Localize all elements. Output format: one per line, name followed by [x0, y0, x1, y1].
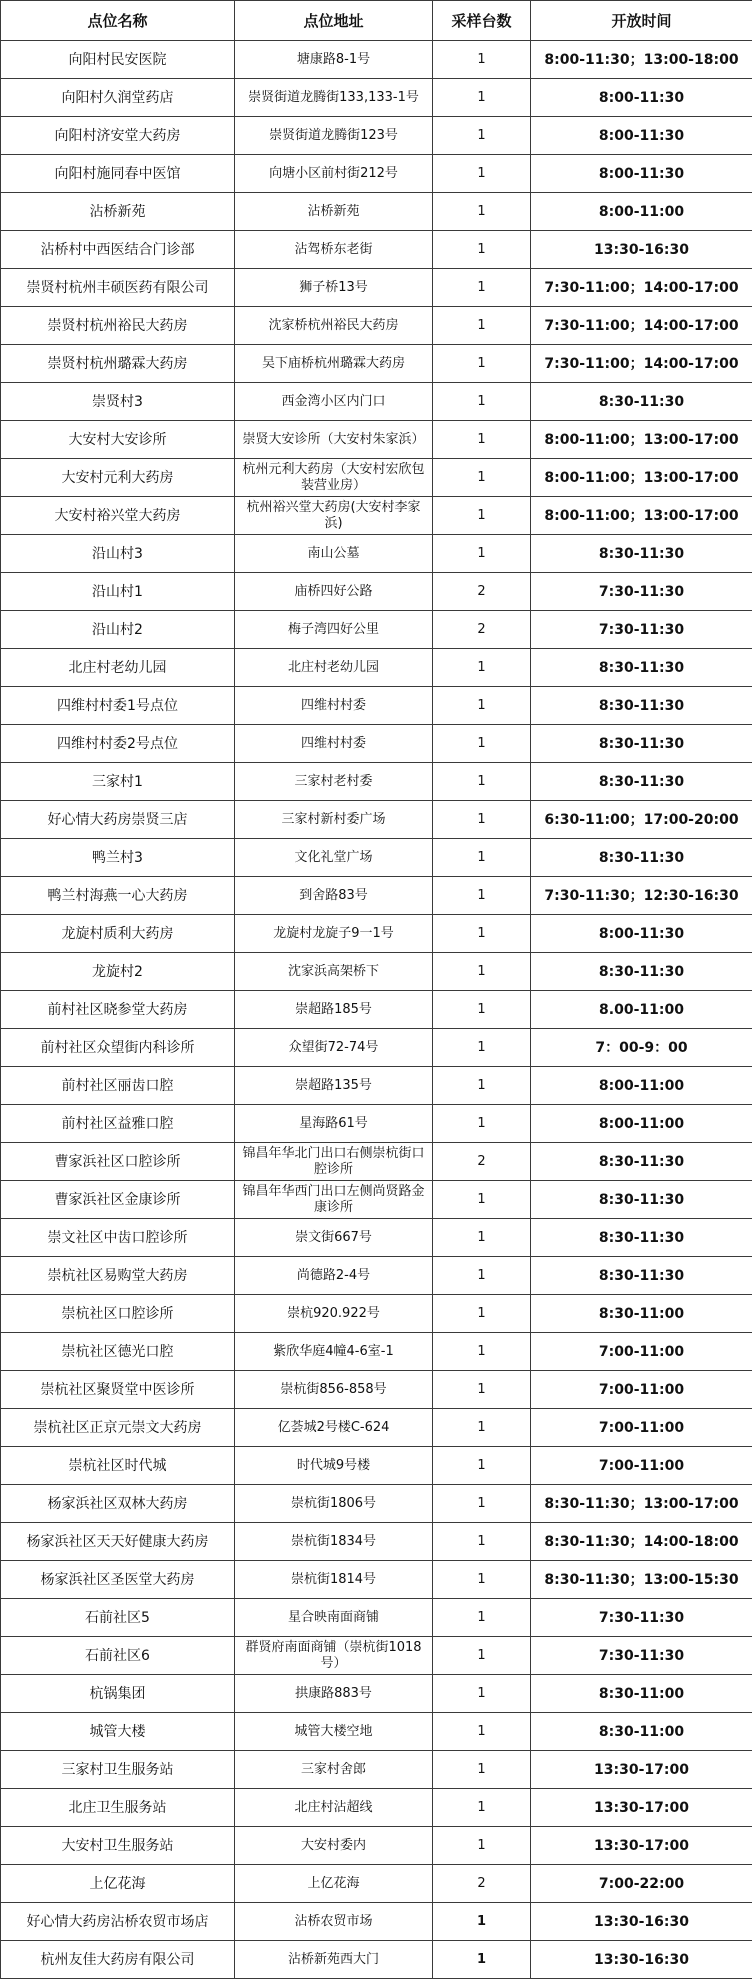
open-hours-cell: 8:30-11:30: [531, 649, 752, 687]
table-row: [1, 1143, 752, 1181]
open-hours-cell: 7:30-11:00；14:00-17:00: [531, 307, 752, 345]
site-address-cell: 三家村新村委广场: [235, 801, 433, 839]
site-name-cell: 崇杭社区口腔诊所: [1, 1295, 235, 1333]
table-row: [1, 801, 752, 839]
sampler-count-cell: 1: [433, 1751, 531, 1789]
table-row: [1, 1599, 752, 1637]
sampler-count-cell: 1: [433, 1029, 531, 1067]
sampler-count-cell: 1: [433, 1903, 531, 1941]
sampler-count-cell: 1: [433, 1675, 531, 1713]
site-name-cell: 好心情大药房沾桥农贸市场店: [1, 1903, 235, 1941]
sampler-count-cell: 1: [433, 725, 531, 763]
table-row: [1, 1561, 752, 1599]
sampler-count-cell: 1: [433, 801, 531, 839]
open-hours-cell: 8:00-11:00: [531, 193, 752, 231]
open-hours-cell: 7：00-9：00: [531, 1029, 752, 1067]
header-site-name: 点位名称: [1, 1, 235, 41]
sampler-count-cell: 1: [433, 1257, 531, 1295]
open-hours-cell: 7:30-11:00；14:00-17:00: [531, 269, 752, 307]
table-row: [1, 1789, 752, 1827]
site-name-cell: 向阳村济安堂大药房: [1, 117, 235, 155]
site-name-cell: 崇杭社区时代城: [1, 1447, 235, 1485]
open-hours-cell: 7:00-11:00: [531, 1447, 752, 1485]
open-hours-cell: 13:30-17:00: [531, 1789, 752, 1827]
open-hours-cell: 7:30-11:30；12:30-16:30: [531, 877, 752, 915]
site-address-cell: 狮子桥13号: [235, 269, 433, 307]
table-row: [1, 1029, 752, 1067]
table-row: [1, 459, 752, 497]
site-address-cell: 崇杭街856-858号: [235, 1371, 433, 1409]
sampler-count-cell: 1: [433, 497, 531, 535]
site-name-cell: 鸭兰村3: [1, 839, 235, 877]
site-address-cell: 沾桥农贸市场: [235, 1903, 433, 1941]
site-name-cell: 崇杭社区聚贤堂中医诊所: [1, 1371, 235, 1409]
open-hours-cell: 8:30-11:00: [531, 1713, 752, 1751]
site-name-cell: 前村社区众望街内科诊所: [1, 1029, 235, 1067]
site-name-cell: 崇贤村杭州裕民大药房: [1, 307, 235, 345]
sampler-count-cell: 1: [433, 877, 531, 915]
site-name-cell: 崇贤村3: [1, 383, 235, 421]
table-row: [1, 1219, 752, 1257]
table-row: [1, 1713, 752, 1751]
open-hours-cell: 6:30-11:00；17:00-20:00: [531, 801, 752, 839]
header-site-address: 点位地址: [235, 1, 433, 41]
open-hours-cell: 8:00-11:00: [531, 1067, 752, 1105]
table-row: [1, 1181, 752, 1219]
table-row: [1, 307, 752, 345]
table-row: [1, 535, 752, 573]
table-row: [1, 421, 752, 459]
site-address-cell: 北庄村老幼儿园: [235, 649, 433, 687]
site-address-cell: 时代城9号楼: [235, 1447, 433, 1485]
site-name-cell: 四维村村委1号点位: [1, 687, 235, 725]
table-row: [1, 1751, 752, 1789]
open-hours-cell: 13:30-17:00: [531, 1751, 752, 1789]
sampler-count-cell: 1: [433, 1941, 531, 1979]
sampler-count-cell: 1: [433, 421, 531, 459]
open-hours-cell: 8:30-11:30: [531, 1219, 752, 1257]
header-row: [1, 1, 752, 41]
site-name-cell: 北庄村老幼儿园: [1, 649, 235, 687]
site-address-cell: 崇杭街1814号: [235, 1561, 433, 1599]
site-name-cell: 北庄卫生服务站: [1, 1789, 235, 1827]
site-name-cell: 崇杭社区德光口腔: [1, 1333, 235, 1371]
site-name-cell: 向阳村久润堂药店: [1, 79, 235, 117]
table-row: [1, 1675, 752, 1713]
sampler-count-cell: 1: [433, 269, 531, 307]
site-address-cell: 尚德路2-4号: [235, 1257, 433, 1295]
sampler-count-cell: 1: [433, 1105, 531, 1143]
table-row: [1, 1257, 752, 1295]
site-address-cell: 塘康路8-1号: [235, 41, 433, 79]
sampler-count-cell: 2: [433, 573, 531, 611]
table-row: [1, 1067, 752, 1105]
site-name-cell: 前村社区丽齿口腔: [1, 1067, 235, 1105]
table-row: [1, 269, 752, 307]
open-hours-cell: 8:00-11:30: [531, 79, 752, 117]
site-address-cell: 崇文街667号: [235, 1219, 433, 1257]
site-name-cell: 石前社区6: [1, 1637, 235, 1675]
site-address-cell: 崇杭街1834号: [235, 1523, 433, 1561]
site-address-cell: 杭州裕兴堂大药房(大安村李家浜): [235, 497, 433, 535]
site-name-cell: 三家村卫生服务站: [1, 1751, 235, 1789]
site-name-cell: 大安村元利大药房: [1, 459, 235, 497]
open-hours-cell: 8:30-11:30；13:00-15:30: [531, 1561, 752, 1599]
sampler-count-cell: 1: [433, 383, 531, 421]
site-address-cell: 沾桥新苑西大门: [235, 1941, 433, 1979]
sampler-count-cell: 1: [433, 41, 531, 79]
table-row: [1, 611, 752, 649]
site-name-cell: 沾桥村中西医结合门诊部: [1, 231, 235, 269]
table-row: [1, 991, 752, 1029]
site-name-cell: 四维村村委2号点位: [1, 725, 235, 763]
site-name-cell: 沿山村2: [1, 611, 235, 649]
site-address-cell: 三家村老村委: [235, 763, 433, 801]
table-row: [1, 1827, 752, 1865]
sampler-count-cell: 1: [433, 1447, 531, 1485]
site-name-cell: 杭锅集团: [1, 1675, 235, 1713]
site-address-cell: 杭州元利大药房（大安村宏欣包装营业房）: [235, 459, 433, 497]
table-row: [1, 877, 752, 915]
header-sampler-count: 采样台数: [433, 1, 531, 41]
site-name-cell: 石前社区5: [1, 1599, 235, 1637]
site-address-cell: 庙桥四好公路: [235, 573, 433, 611]
site-name-cell: 沿山村1: [1, 573, 235, 611]
table-row: [1, 915, 752, 953]
open-hours-cell: 7:00-11:00: [531, 1409, 752, 1447]
site-name-cell: 大安村卫生服务站: [1, 1827, 235, 1865]
table-row: [1, 1295, 752, 1333]
open-hours-cell: 7:30-11:30: [531, 573, 752, 611]
site-address-cell: 崇超路185号: [235, 991, 433, 1029]
open-hours-cell: 8:30-11:30；14:00-18:00: [531, 1523, 752, 1561]
table-row: [1, 1903, 752, 1941]
site-name-cell: 向阳村民安医院: [1, 41, 235, 79]
open-hours-cell: 8:30-11:00: [531, 1675, 752, 1713]
sampler-count-cell: 1: [433, 1485, 531, 1523]
sampler-count-cell: 1: [433, 307, 531, 345]
sampler-count-cell: 1: [433, 1219, 531, 1257]
open-hours-cell: 8:00-11:00；13:00-17:00: [531, 421, 752, 459]
table-row: [1, 117, 752, 155]
site-name-cell: 曹家浜社区口腔诊所: [1, 1143, 235, 1181]
table-row: [1, 763, 752, 801]
open-hours-cell: 8:00-11:00；13:00-17:00: [531, 497, 752, 535]
site-address-cell: 紫欣华庭4幢4-6室-1: [235, 1333, 433, 1371]
sampler-count-cell: 1: [433, 155, 531, 193]
table-row: [1, 1523, 752, 1561]
site-name-cell: 杨家浜社区天天好健康大药房: [1, 1523, 235, 1561]
sampler-count-cell: 1: [433, 1561, 531, 1599]
table-row: [1, 193, 752, 231]
site-name-cell: 鸭兰村海燕一心大药房: [1, 877, 235, 915]
site-address-cell: 星合映南面商铺: [235, 1599, 433, 1637]
header-open-hours: 开放时间: [531, 1, 752, 41]
sampler-count-cell: 1: [433, 1827, 531, 1865]
table-row: [1, 1333, 752, 1371]
site-name-cell: 崇贤村杭州丰硕医药有限公司: [1, 269, 235, 307]
table-row: [1, 1637, 752, 1675]
site-address-cell: 众望街72-74号: [235, 1029, 433, 1067]
sampler-count-cell: 1: [433, 763, 531, 801]
open-hours-cell: 8:30-11:30；13:00-17:00: [531, 1485, 752, 1523]
site-address-cell: 崇杭920.922号: [235, 1295, 433, 1333]
site-name-cell: 好心情大药房崇贤三店: [1, 801, 235, 839]
open-hours-cell: 8:00-11:00: [531, 1105, 752, 1143]
sampler-count-cell: 1: [433, 1371, 531, 1409]
table-row: [1, 1865, 752, 1903]
open-hours-cell: 8:00-11:30；13:00-18:00: [531, 41, 752, 79]
table-row: [1, 1105, 752, 1143]
site-address-cell: 沾桥新苑: [235, 193, 433, 231]
open-hours-cell: 8:30-11:30: [531, 839, 752, 877]
sampler-count-cell: 2: [433, 1865, 531, 1903]
site-address-cell: 沈家桥杭州裕民大药房: [235, 307, 433, 345]
open-hours-cell: 13:30-16:30: [531, 231, 752, 269]
site-name-cell: 龙旋村质利大药房: [1, 915, 235, 953]
open-hours-cell: 8:30-11:00: [531, 1295, 752, 1333]
table-row: [1, 79, 752, 117]
sampler-count-cell: 1: [433, 1523, 531, 1561]
site-address-cell: 城管大楼空地: [235, 1713, 433, 1751]
site-name-cell: 上亿花海: [1, 1865, 235, 1903]
open-hours-cell: 7:00-22:00: [531, 1865, 752, 1903]
site-name-cell: 曹家浜社区金康诊所: [1, 1181, 235, 1219]
sampler-count-cell: 1: [433, 649, 531, 687]
site-address-cell: 崇贤街道龙腾街133,133-1号: [235, 79, 433, 117]
site-name-cell: 杨家浜社区圣医堂大药房: [1, 1561, 235, 1599]
sampler-count-cell: 1: [433, 953, 531, 991]
sampler-count-cell: 1: [433, 1789, 531, 1827]
sampler-count-cell: 1: [433, 79, 531, 117]
open-hours-cell: 8:30-11:30: [531, 687, 752, 725]
site-name-cell: 大安村大安诊所: [1, 421, 235, 459]
table-row: [1, 41, 752, 79]
open-hours-cell: 7:30-11:30: [531, 1637, 752, 1675]
site-address-cell: 锦昌年华北门出口右侧崇杭街口腔诊所: [235, 1143, 433, 1181]
site-address-cell: 崇贤街道龙腾街123号: [235, 117, 433, 155]
open-hours-cell: 8:30-11:30: [531, 953, 752, 991]
sampler-count-cell: 1: [433, 1067, 531, 1105]
table-row: [1, 345, 752, 383]
site-name-cell: 崇贤村杭州璐霖大药房: [1, 345, 235, 383]
site-address-cell: 星海路61号: [235, 1105, 433, 1143]
site-name-cell: 向阳村施同春中医馆: [1, 155, 235, 193]
open-hours-cell: 7:30-11:30: [531, 611, 752, 649]
site-name-cell: 前村社区晓参堂大药房: [1, 991, 235, 1029]
open-hours-cell: 8:00-11:30: [531, 155, 752, 193]
table-row: [1, 155, 752, 193]
site-address-cell: 拱康路883号: [235, 1675, 433, 1713]
site-address-cell: 吴下庙桥杭州璐霖大药房: [235, 345, 433, 383]
site-address-cell: 文化礼堂广场: [235, 839, 433, 877]
sampler-count-cell: 1: [433, 1181, 531, 1219]
sampler-count-cell: 1: [433, 535, 531, 573]
open-hours-cell: 7:00-11:00: [531, 1333, 752, 1371]
open-hours-cell: 8:30-11:30: [531, 1143, 752, 1181]
table-row: [1, 953, 752, 991]
site-address-cell: 崇杭街1806号: [235, 1485, 433, 1523]
table-row: [1, 649, 752, 687]
open-hours-cell: 7:00-11:00: [531, 1371, 752, 1409]
table-row: [1, 383, 752, 421]
open-hours-cell: 8.00-11:00: [531, 991, 752, 1029]
sampler-count-cell: 2: [433, 1143, 531, 1181]
site-address-cell: 锦昌年华西门出口左侧尚贤路金康诊所: [235, 1181, 433, 1219]
site-address-cell: 南山公墓: [235, 535, 433, 573]
table-row: [1, 1941, 752, 1979]
site-address-cell: 三家村舍郎: [235, 1751, 433, 1789]
site-address-cell: 崇超路135号: [235, 1067, 433, 1105]
site-name-cell: 崇文社区中齿口腔诊所: [1, 1219, 235, 1257]
site-name-cell: 崇杭社区正京元崇文大药房: [1, 1409, 235, 1447]
open-hours-cell: 8:00-11:30: [531, 117, 752, 155]
site-address-cell: 北庄村沾超线: [235, 1789, 433, 1827]
open-hours-cell: 13:30-17:00: [531, 1827, 752, 1865]
site-name-cell: 龙旋村2: [1, 953, 235, 991]
open-hours-cell: 7:30-11:30: [531, 1599, 752, 1637]
site-address-cell: 到舍路83号: [235, 877, 433, 915]
table-row: [1, 1447, 752, 1485]
open-hours-cell: 8:00-11:00；13:00-17:00: [531, 459, 752, 497]
sampler-count-cell: 1: [433, 1295, 531, 1333]
site-address-cell: 大安村委内: [235, 1827, 433, 1865]
site-name-cell: 沿山村3: [1, 535, 235, 573]
table-row: [1, 839, 752, 877]
sampler-count-cell: 1: [433, 1409, 531, 1447]
sampler-count-cell: 1: [433, 231, 531, 269]
open-hours-cell: 13:30-16:30: [531, 1903, 752, 1941]
table-row: [1, 1409, 752, 1447]
site-name-cell: 前村社区益雅口腔: [1, 1105, 235, 1143]
table-row: [1, 497, 752, 535]
site-name-cell: 杭州友佳大药房有限公司: [1, 1941, 235, 1979]
site-address-cell: 上亿花海: [235, 1865, 433, 1903]
site-address-cell: 龙旋村龙旋子9一1号: [235, 915, 433, 953]
site-address-cell: 群贤府南面商铺（崇杭街1018号）: [235, 1637, 433, 1675]
site-address-cell: 四维村村委: [235, 687, 433, 725]
table-row: [1, 1371, 752, 1409]
sampler-count-cell: 1: [433, 459, 531, 497]
site-name-cell: 三家村1: [1, 763, 235, 801]
site-address-cell: 西金湾小区内门口: [235, 383, 433, 421]
site-address-cell: 沾驾桥东老街: [235, 231, 433, 269]
open-hours-cell: 8:30-11:30: [531, 535, 752, 573]
site-name-cell: 杨家浜社区双林大药房: [1, 1485, 235, 1523]
table-row: [1, 725, 752, 763]
sampler-count-cell: 1: [433, 1713, 531, 1751]
table-row: [1, 1485, 752, 1523]
table-row: [1, 573, 752, 611]
sampler-count-cell: 1: [433, 915, 531, 953]
open-hours-cell: 7:30-11:00；14:00-17:00: [531, 345, 752, 383]
sampler-count-cell: 2: [433, 611, 531, 649]
sampler-count-cell: 1: [433, 687, 531, 725]
site-address-cell: 崇贤大安诊所（大安村朱家浜）: [235, 421, 433, 459]
table-row: [1, 687, 752, 725]
site-address-cell: 沈家浜高架桥下: [235, 953, 433, 991]
sampler-count-cell: 1: [433, 991, 531, 1029]
site-name-cell: 城管大楼: [1, 1713, 235, 1751]
sampler-count-cell: 1: [433, 839, 531, 877]
site-address-cell: 亿荟城2号楼C-624: [235, 1409, 433, 1447]
open-hours-cell: 8:30-11:30: [531, 383, 752, 421]
open-hours-cell: 8:30-11:30: [531, 1181, 752, 1219]
open-hours-cell: 8:30-11:30: [531, 1257, 752, 1295]
site-address-cell: 向塘小区前村街212号: [235, 155, 433, 193]
open-hours-cell: 8:00-11:30: [531, 915, 752, 953]
site-name-cell: 崇杭社区易购堂大药房: [1, 1257, 235, 1295]
site-name-cell: 沾桥新苑: [1, 193, 235, 231]
sampler-count-cell: 1: [433, 117, 531, 155]
sampler-count-cell: 1: [433, 193, 531, 231]
sampler-count-cell: 1: [433, 345, 531, 383]
site-address-cell: 四维村村委: [235, 725, 433, 763]
sampler-count-cell: 1: [433, 1333, 531, 1371]
open-hours-cell: 8:30-11:30: [531, 763, 752, 801]
sampler-count-cell: 1: [433, 1599, 531, 1637]
sampler-count-cell: 1: [433, 1637, 531, 1675]
table-row: [1, 231, 752, 269]
open-hours-cell: 8:30-11:30: [531, 725, 752, 763]
open-hours-cell: 13:30-16:30: [531, 1941, 752, 1979]
site-name-cell: 大安村裕兴堂大药房: [1, 497, 235, 535]
site-address-cell: 梅子湾四好公里: [235, 611, 433, 649]
